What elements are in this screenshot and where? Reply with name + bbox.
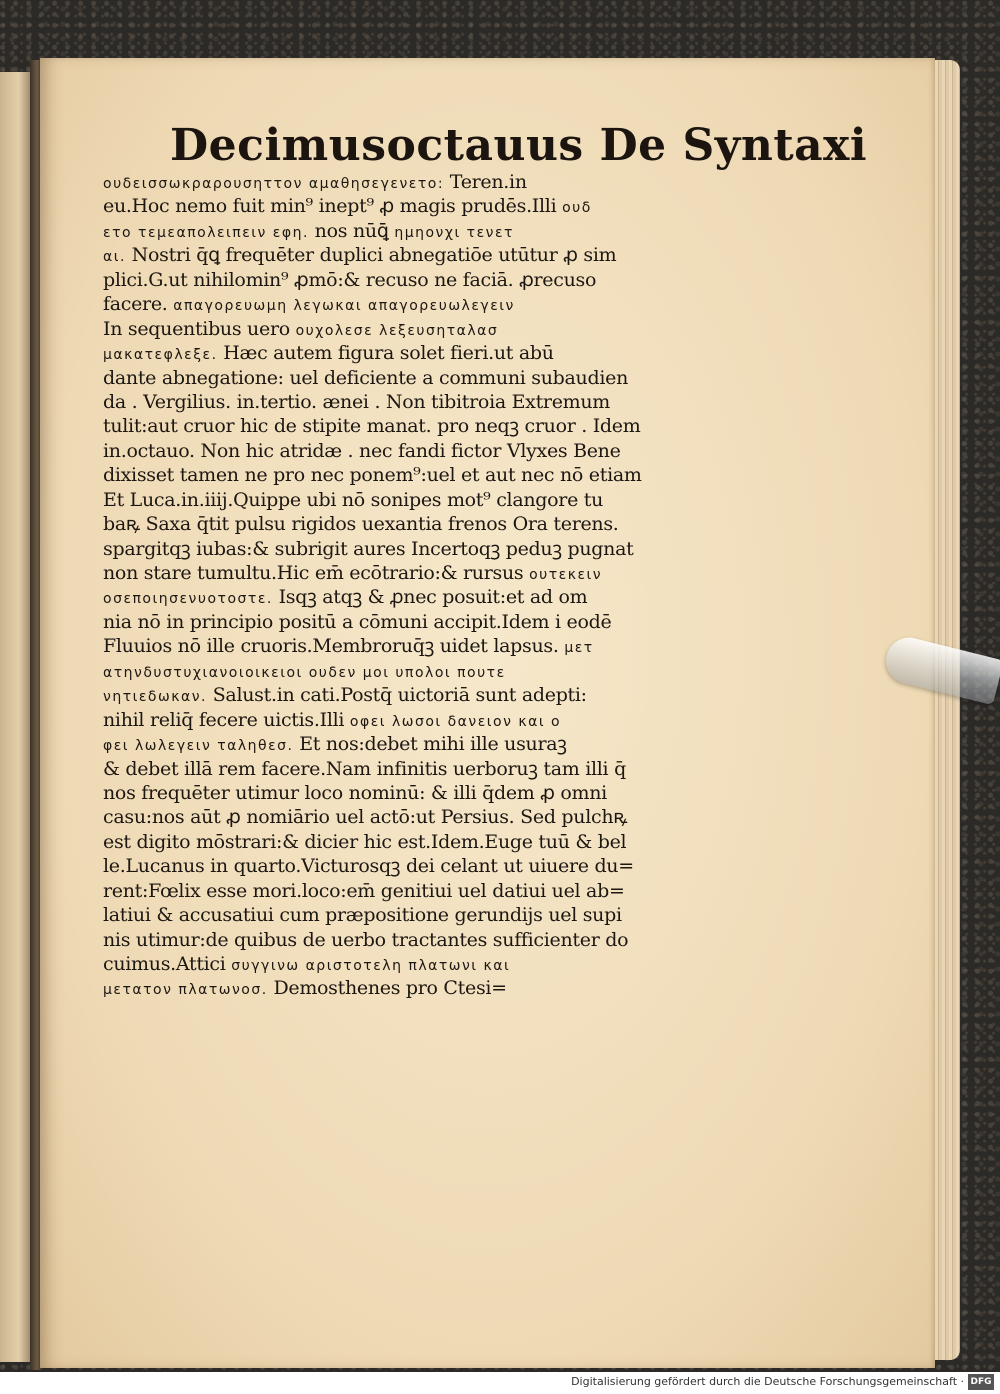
left-page-edge: [0, 72, 34, 1362]
latin-text: Et nos:debet mihi ille usuraꝫ: [293, 733, 567, 756]
latin-text: In sequentibus uero: [103, 317, 296, 340]
text-line: [103, 952, 683, 976]
greek-text: συγγινω αριστοτελη πλατωνι και: [231, 958, 511, 974]
greek-text: ουδ: [562, 200, 592, 217]
latin-text: Hæc autem figura solet fieri.ut abū: [217, 342, 554, 365]
dfg-logo: DFG: [968, 1374, 994, 1390]
latin-text: Nostri q̄ꝗ frequēter duplici abnegatiōe utūtur ꝓ sim: [125, 244, 617, 267]
text-line: [103, 390, 683, 414]
text-line: [103, 781, 683, 805]
running-head: Decimusoctauus De Syntaxi: [170, 120, 868, 171]
latin-text: Et Luca.in.iiij.Quippe ubi nō sonipes mot⁹ clangore tu: [103, 488, 604, 511]
text-line: [103, 928, 683, 952]
text-line: [103, 976, 683, 1000]
text-line: [103, 219, 683, 243]
latin-text: nis utimur:de quibus de uerbo tractantes sufficienter do: [103, 928, 629, 951]
greek-text: αι.: [103, 249, 126, 266]
latin-text: nihil reliq̄ fecere uictis.Illi: [103, 708, 350, 731]
text-line: [103, 757, 683, 781]
greek-text: οφει λωσοι δανειον και ο: [349, 713, 562, 730]
latin-text: Teren.in: [444, 171, 527, 193]
latin-text: non stare tumultu.Hic em̄ ecōtrario:& rursus: [103, 562, 530, 584]
latin-text: Isqꝫ atqꝫ & ꝓnec posuit:et ad om: [272, 586, 588, 609]
text-line: [103, 463, 683, 487]
greek-text: ημηονχι τενετ: [394, 224, 514, 241]
text-line: [103, 439, 683, 463]
text-line: [103, 292, 683, 316]
greek-text: ουχολεσε λεξευσηταλασ: [295, 322, 499, 339]
latin-text: latiui & accusatiui cum præpositione gerundijs uel supi: [103, 904, 622, 927]
latin-text: nos frequēter utimur loco nominū: & illi q̄dem ꝓ omni: [103, 781, 607, 804]
greek-text: ουδεισσωκραρουσηττον αμαθησεγενετο:: [103, 176, 445, 192]
latin-text: casu:nos aūt ꝓ nomiārio uel actō:ut Persius. Sed pulchꝶ: [103, 806, 628, 829]
text-line: [103, 683, 683, 707]
latin-text: facere.: [103, 293, 174, 316]
greek-text: απαγορευωμη λεγωκαι απαγορευωλεγειν: [173, 298, 515, 315]
latin-text: plici.G.ut nihilomin⁹ ꝓmō:& recuso ne faciā. ꝓrecuso: [103, 268, 597, 291]
text-line: [103, 170, 683, 194]
text-line: [103, 366, 683, 390]
latin-text: nos nūꝗ̄: [308, 219, 395, 242]
greek-text: ατηνδυστυχιανοιοικειοι ουδεν μοι υπολοι πουτε: [103, 664, 506, 681]
text-line: [103, 610, 683, 634]
text-line: [103, 708, 683, 732]
latin-text: dante abnegatione: uel deficiente a communi subaudien: [103, 366, 629, 389]
latin-text: da . Vergilius. in.tertio. ænei . Non tibitroia Extremum: [103, 390, 611, 413]
greek-text: ετο τεμεαπολειπειν εφη.: [103, 224, 309, 241]
text-line: [103, 414, 683, 438]
greek-text: νητιεδωκαν.: [103, 689, 207, 706]
latin-text: est digito mōstrari:& dicier hic est.Idem.Euge tuū & bel: [103, 830, 627, 853]
latin-text: cuimus.Attici: [103, 953, 232, 975]
latin-text: in.octauo. Non hic atridæ . nec fandi fictor Vlyxes Bene: [103, 439, 621, 462]
text-line: [103, 585, 683, 609]
greek-text: οσεποιησενυοτοστε.: [103, 591, 273, 608]
text-line: [103, 561, 683, 585]
text-line: [103, 854, 683, 878]
greek-text: ουτεκειν: [529, 567, 603, 583]
text-line: [103, 659, 683, 683]
text-line: [103, 537, 683, 561]
latin-text: spargitqꝫ iubas:& subrigit aures Incertoqꝫ peduꝫ pugnat: [103, 537, 634, 560]
text-line: [103, 903, 683, 927]
latin-text: Fluuios nō ille cruoris.Membroruq̄ꝫ uidet lapsus.: [103, 635, 565, 658]
latin-text: le.Lucanus in quarto.Victurosqꝫ dei celant ut uiuere du=: [103, 855, 634, 878]
latin-text: Salust.in cati.Postq̄ uictoriā sunt adepti:: [206, 684, 587, 707]
text-line: [103, 805, 683, 829]
latin-text: eu.Hoc nemo fuit min⁹ inept⁹ ꝓ magis prudēs.Illi: [103, 195, 563, 218]
funding-note: Digitalisierung gefördert durch die Deutsche Forschungsgemeinschaft ·: [571, 1375, 964, 1388]
text-line: [103, 194, 683, 218]
text-line: [103, 512, 683, 536]
latin-text: baꝶ Saxa q̄tit pulsu rigidos uexantia frenos Ora terens.: [103, 513, 619, 536]
text-line: [103, 317, 683, 341]
footer-bar: [0, 1372, 1000, 1394]
latin-text: nia nō in principio positū a cōmuni accipit.Idem i eodē: [103, 610, 612, 633]
text-block: [103, 170, 683, 1001]
latin-text: tulit:aut cruor hic de stipite manat. pro neqꝫ cruor . Idem: [103, 415, 641, 438]
latin-text: dixisset tamen ne pro nec ponem⁹:uel et aut nec nō etiam: [103, 464, 642, 487]
text-line: [103, 488, 683, 512]
greek-text: μετατον πλατωνοσ.: [103, 982, 268, 999]
text-line: [103, 732, 683, 756]
latin-text: rent:Fœlix esse mori.loco:em̄ genitiui uel datiui uel ab=: [103, 879, 625, 902]
latin-text: & debet illā rem facere.Nam infinitis uerboruꝫ tam illi q̄: [103, 757, 626, 780]
greek-text: μακατεφλεξε.: [103, 347, 218, 364]
greek-text: μετ: [564, 640, 594, 657]
text-line: [103, 341, 683, 365]
latin-text: Demosthenes pro Ctesi=: [267, 977, 507, 1000]
text-line: [103, 830, 683, 854]
text-line: [103, 243, 683, 267]
text-line: [103, 634, 683, 658]
text-line: [103, 268, 683, 292]
text-line: [103, 879, 683, 903]
greek-text: φει λωλεγειν ταληθεσ.: [103, 738, 294, 755]
